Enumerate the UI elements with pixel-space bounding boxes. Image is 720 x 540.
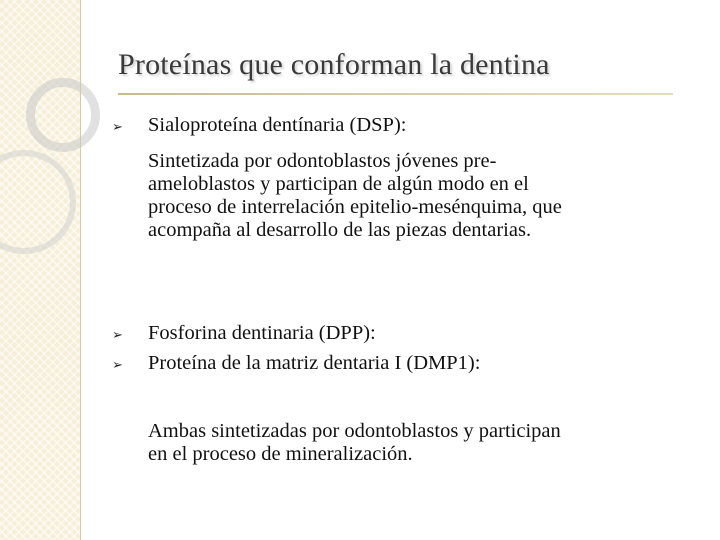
- bullet-dmp1-label: Proteína de la matriz dentaria I (DMP1):: [148, 352, 481, 374]
- bullet-dpp-label: Fosforina dentinaria (DPP):: [148, 322, 376, 344]
- side-band-divider: [80, 0, 81, 540]
- dsp-description-line: acompaña al desarrollo de las piezas dentarias.: [148, 219, 532, 241]
- bullet-dsp-label: Sialoproteína dentínaria (DSP):: [148, 114, 407, 136]
- dsp-description: [148, 150, 708, 242]
- dsp-description-line: ameloblastos y participan de algún modo en el: [148, 173, 529, 195]
- dsp-description-line: proceso de interrelación epitelio-mesénquima, que: [148, 196, 562, 218]
- dsp-description-line: Sintetizada por odontoblastos jóvenes pre-: [148, 150, 497, 172]
- shared-description: [148, 420, 708, 466]
- bullet-dmp1: [112, 352, 480, 375]
- bullet-dpp: [112, 322, 376, 345]
- arrow-bullet-icon: ➢: [112, 328, 123, 343]
- shared-description-line: Ambas sintetizadas por odontoblastos y participan: [148, 420, 561, 442]
- arrow-bullet-icon: ➢: [112, 358, 123, 373]
- slide-title: Proteínas que conforman la dentina: [118, 48, 550, 81]
- bullet-dsp: [112, 114, 406, 137]
- shared-description-line: en el proceso de mineralización.: [148, 443, 413, 465]
- decorative-ring-small: [26, 78, 100, 152]
- arrow-bullet-icon: ➢: [112, 120, 123, 135]
- title-underline: [118, 93, 673, 95]
